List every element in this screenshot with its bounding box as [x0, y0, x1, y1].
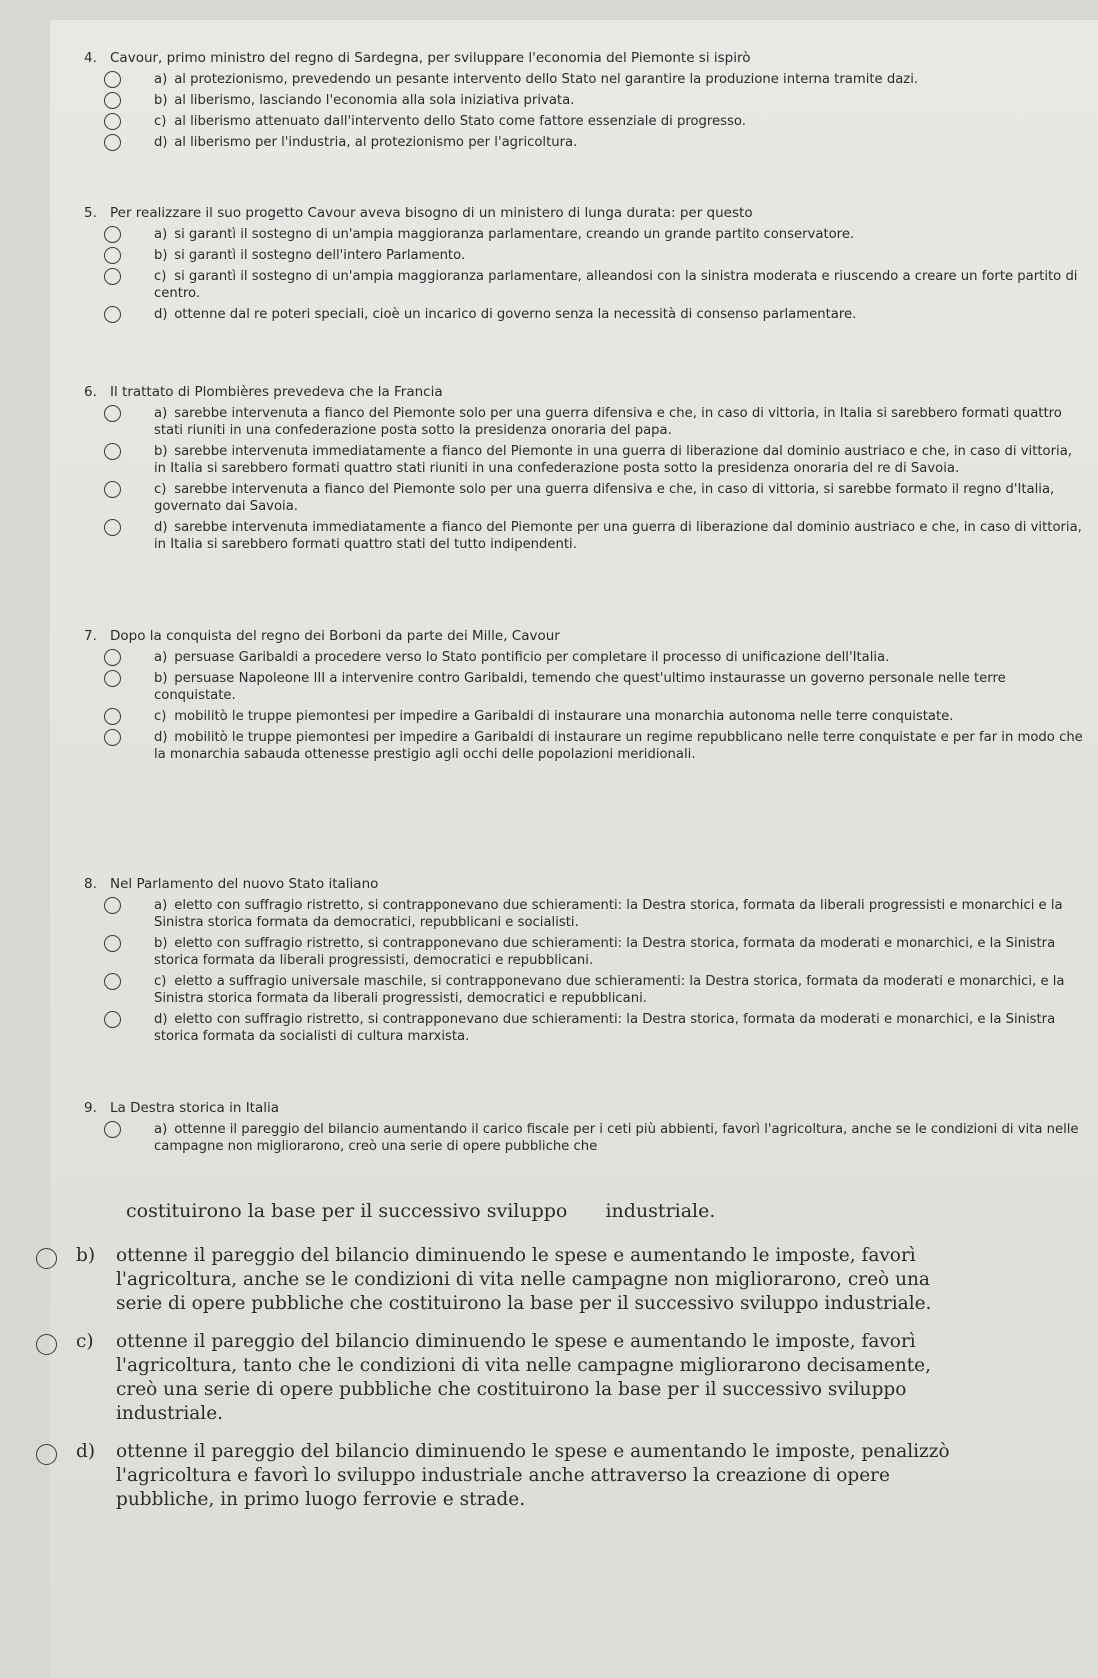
radio-button[interactable] — [104, 405, 121, 422]
option-text: si garantì il sostegno di un'ampia maggioranza parlamentare, creando un grande partito conservatore. — [174, 227, 855, 242]
question-number: 5. — [84, 205, 97, 221]
question-number: 7. — [84, 628, 97, 644]
radio-button[interactable] — [104, 306, 121, 323]
option-letter: a) — [154, 406, 168, 421]
option-d[interactable] — [84, 306, 1084, 323]
radio-button[interactable] — [104, 443, 121, 460]
question-text: La Destra storica in Italia — [110, 1100, 280, 1116]
strip-text: costituirono la base per il successivo sviluppo — [126, 1200, 568, 1222]
radio-button[interactable] — [104, 1121, 121, 1138]
option-letter: d) — [154, 1012, 168, 1027]
question-4 — [84, 50, 1084, 155]
option-d[interactable] — [84, 729, 1084, 763]
option-c[interactable] — [84, 973, 1084, 1007]
option-c[interactable] — [84, 708, 1084, 725]
option-text: al liberismo attenuato dall'intervento dello Stato come fattore essenziale di progresso. — [174, 114, 746, 129]
option-text: sarebbe intervenuta a fianco del Piemonte solo per una guerra difensiva e che, in caso di vittoria, in Italia si sarebbero formati quattro stati riuniti in una confederazione posta sotto la presidenza onoraria del papa. — [154, 406, 1062, 438]
question-number: 6. — [84, 384, 97, 400]
question-title — [84, 205, 1084, 222]
strip-word: industriale. — [605, 1200, 716, 1222]
radio-button[interactable] — [104, 134, 121, 151]
option-c[interactable] — [36, 1330, 956, 1426]
option-text: persuase Garibaldi a procedere verso lo Stato pontificio per completare il processo di unificazione dell'Italia. — [174, 650, 890, 665]
option-a[interactable] — [84, 405, 1084, 439]
question-number: 4. — [84, 50, 97, 66]
option-text: sarebbe intervenuta immediatamente a fianco del Piemonte in una guerra di liberazione dal dominio austriaco e che, in caso di vittoria, in Italia si sarebbero formati quattro stati riuniti in una confederazione posta sotto la presidenza onoraria del re di Savoia. — [154, 444, 1072, 476]
option-letter: d) — [154, 307, 168, 322]
option-text: sarebbe intervenuta a fianco del Piemonte solo per una guerra difensiva e che, in caso di vittoria, si sarebbe formato il regno d'Italia, governato dai Savoia. — [154, 482, 1055, 514]
radio-button[interactable] — [104, 670, 121, 687]
option-text: si garantì il sostegno dell'intero Parlamento. — [174, 248, 466, 263]
option-letter: c) — [76, 1331, 94, 1352]
option-text: ottenne il pareggio del bilancio diminuendo le spese e aumentando le imposte, favorì l'agricoltura, tanto che le condizioni di vita nelle campagne migliorarono decisamente, creò una serie di opere pubbliche che costituirono la base per il successivo sviluppo industriale. — [116, 1331, 931, 1424]
option-text: ottenne dal re poteri speciali, cioè un incarico di governo senza la necessità di consenso parlamentare. — [174, 307, 857, 322]
radio-button[interactable] — [104, 71, 121, 88]
question-9 — [84, 1100, 1084, 1159]
option-letter: c) — [154, 709, 167, 724]
option-b[interactable] — [84, 670, 1084, 704]
option-a[interactable] — [84, 1121, 1084, 1155]
option-text: al liberismo, lasciando l'economia alla sola iniziativa privata. — [174, 93, 575, 108]
option-a[interactable] — [84, 897, 1084, 931]
question-text: Dopo la conquista del regno dei Borboni da parte dei Mille, Cavour — [110, 628, 560, 644]
question-title — [84, 384, 1084, 401]
radio-button[interactable] — [104, 1011, 121, 1028]
radio-button[interactable] — [104, 729, 121, 746]
option-text: al liberismo per l'industria, al protezionismo per l'agricoltura. — [174, 135, 578, 150]
option-d[interactable] — [36, 1440, 956, 1512]
option-text: ottenne il pareggio del bilancio aumentando il carico fiscale per i ceti più abbienti, favorì l'agricoltura, anche se le condizioni di vita nelle campagne non migliorarono, creò una serie di opere pubbliche che — [154, 1122, 1079, 1154]
radio-button[interactable] — [104, 935, 121, 952]
option-d[interactable] — [84, 134, 1084, 151]
option-b[interactable] — [84, 247, 1084, 264]
option-letter: c) — [154, 974, 167, 989]
option-b[interactable] — [84, 935, 1084, 969]
radio-button[interactable] — [36, 1334, 57, 1355]
option-letter: c) — [154, 269, 167, 284]
radio-button[interactable] — [104, 247, 121, 264]
option-letter: a) — [154, 227, 168, 242]
option-letter: b) — [76, 1245, 96, 1266]
option-a-continuation — [126, 1200, 1086, 1222]
option-c[interactable] — [84, 481, 1084, 515]
question-number: 9. — [84, 1100, 97, 1116]
option-letter: c) — [154, 114, 167, 129]
option-text: ottenne il pareggio del bilancio diminuendo le spese e aumentando le imposte, penalizzò l'agricoltura e favorì lo sviluppo industriale anche attraverso la creazione di opere pubbliche, in primo luogo ferrovie e strade. — [116, 1441, 950, 1510]
option-text: sarebbe intervenuta immediatamente a fianco del Piemonte per una guerra di liberazione dal dominio austriaco e che, in caso di vittoria, in Italia si sarebbero formati quattro stati del tutto indipendenti. — [154, 520, 1082, 552]
question-text: Il trattato di Plombières prevedeva che la Francia — [110, 384, 443, 400]
radio-button[interactable] — [104, 708, 121, 725]
question-5 — [84, 205, 1084, 327]
option-text: si garantì il sostegno di un'ampia maggioranza parlamentare, alleandosi con la sinistra moderata e riuscendo a creare un forte partito di centro. — [154, 269, 1078, 301]
option-c[interactable] — [84, 113, 1084, 130]
option-letter: b) — [154, 248, 168, 263]
radio-button[interactable] — [104, 973, 121, 990]
question-title — [84, 876, 1084, 893]
option-text: eletto con suffragio ristretto, si contrapponevano due schieramenti: la Destra storica, formata da moderati e monarchici, e la Sinistra storica formata da socialisti di cultura marxista. — [154, 1012, 1056, 1044]
option-d[interactable] — [84, 519, 1084, 553]
option-letter: a) — [154, 650, 168, 665]
option-letter: a) — [154, 898, 168, 913]
option-letter: b) — [154, 936, 168, 951]
option-text: mobilitò le truppe piemontesi per impedire a Garibaldi di instaurare un regime repubblicano nelle terre conquistate e per far in modo che la monarchia sabauda ottenesse prestigio agli occhi delle popolazioni meridionali. — [154, 730, 1083, 762]
option-text: eletto con suffragio ristretto, si contrapponevano due schieramenti: la Destra storica, formata da liberali progressisti e monarchici e la Sinistra storica formata da democratici, repubblicani e socialisti. — [154, 898, 1063, 930]
radio-button[interactable] — [104, 897, 121, 914]
question-title — [84, 1100, 1084, 1117]
option-letter: a) — [154, 1122, 168, 1137]
question-8 — [84, 876, 1084, 1049]
option-letter: b) — [154, 444, 168, 459]
option-b[interactable] — [84, 443, 1084, 477]
radio-button[interactable] — [104, 268, 121, 285]
option-b[interactable] — [36, 1244, 956, 1316]
option-letter: c) — [154, 482, 167, 497]
question-text: Cavour, primo ministro del regno di Sardegna, per sviluppare l'economia del Piemonte si ispirò — [110, 50, 751, 66]
option-letter: d) — [154, 135, 168, 150]
option-b[interactable] — [84, 92, 1084, 109]
option-letter: b) — [154, 671, 168, 686]
radio-button[interactable] — [104, 113, 121, 130]
option-letter: d) — [154, 520, 168, 535]
radio-button[interactable] — [36, 1248, 57, 1269]
question-7 — [84, 628, 1084, 767]
question-6 — [84, 384, 1084, 557]
radio-button[interactable] — [104, 226, 121, 243]
option-text: al protezionismo, prevedendo un pesante intervento dello Stato nel garantire la produzione interna tramite dazi. — [174, 72, 919, 87]
question-title — [84, 50, 1084, 67]
option-text: ottenne il pareggio del bilancio diminuendo le spese e aumentando le imposte, favorì l'agricoltura, anche se le condizioni di vita nelle campagne non migliorarono, creò una serie di opere pubbliche che costituirono la base per il successivo sviluppo industriale. — [116, 1245, 932, 1314]
option-letter: b) — [154, 93, 168, 108]
option-letter: a) — [154, 72, 168, 87]
question-text: Nel Parlamento del nuovo Stato italiano — [110, 876, 379, 892]
option-text: persuase Napoleone III a intervenire contro Garibaldi, temendo che quest'ultimo instaurasse un governo personale nelle terre conquistate. — [154, 671, 1006, 703]
option-a[interactable] — [84, 649, 1084, 666]
option-a[interactable] — [84, 226, 1084, 243]
question-text: Per realizzare il suo progetto Cavour aveva bisogno di un ministero di lunga durata: per questo — [110, 205, 753, 221]
radio-button[interactable] — [104, 92, 121, 109]
option-text: eletto con suffragio ristretto, si contrapponevano due schieramenti: la Destra storica, formata da moderati e monarchici, e la Sinistra storica formata da liberali progressisti, democratici e repubblicani. — [154, 936, 1056, 968]
radio-button[interactable] — [104, 649, 121, 666]
question-title — [84, 628, 1084, 645]
question-9-large-options — [36, 1244, 956, 1526]
radio-button[interactable] — [36, 1444, 57, 1465]
question-number: 8. — [84, 876, 97, 892]
option-letter: d) — [76, 1441, 96, 1462]
option-text: mobilitò le truppe piemontesi per impedire a Garibaldi di instaurare una monarchia autonoma nelle terre conquistate. — [174, 709, 954, 724]
option-text: eletto a suffragio universale maschile, si contrapponevano due schieramenti: la Destra storica, formata da moderati e monarchici, e la Sinistra storica formata da liberali progressisti, democratici e repubblicani. — [154, 974, 1065, 1006]
option-d[interactable] — [84, 1011, 1084, 1045]
option-c[interactable] — [84, 268, 1084, 302]
option-a[interactable] — [84, 71, 1084, 88]
option-letter: d) — [154, 730, 168, 745]
radio-button[interactable] — [104, 519, 121, 536]
radio-button[interactable] — [104, 481, 121, 498]
